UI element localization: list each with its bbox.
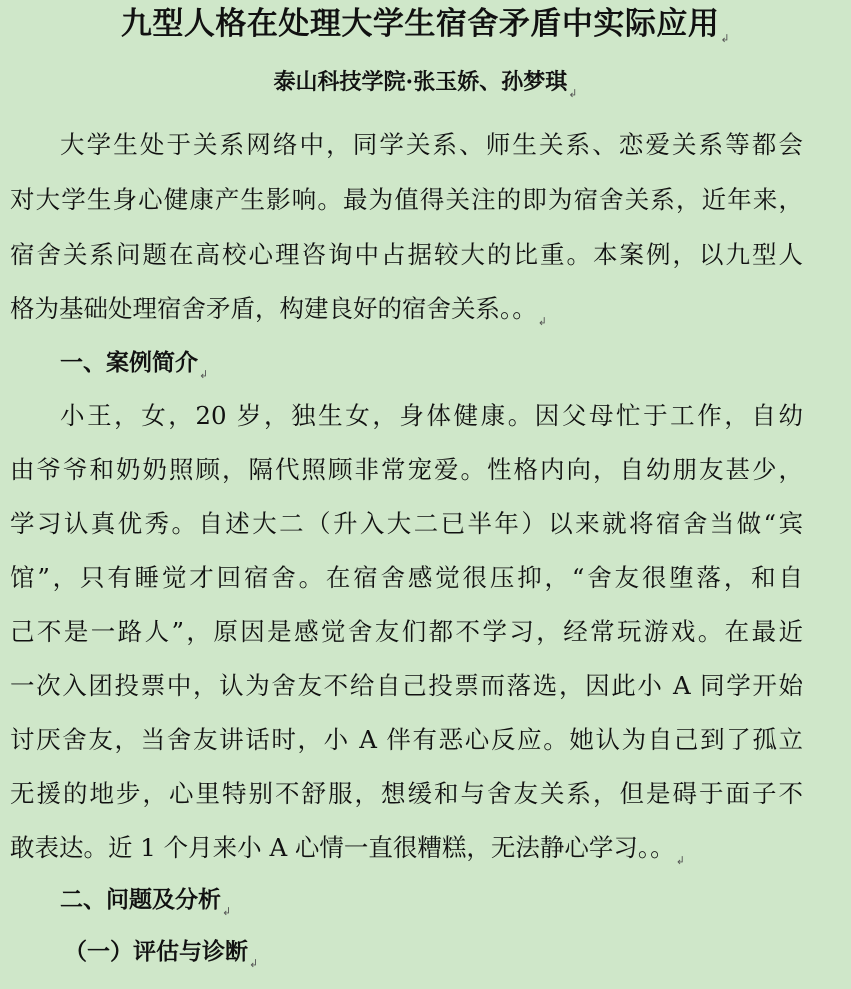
case-line-1: 小王，女，20 岁，独生女，身体健康。因父母忙于工作，自幼 [60,401,803,430]
paragraph-mark-icon: ↲ [222,905,232,918]
section-heading-problem-analysis: 二、问题及分析$_↲$ [60,886,232,918]
document-title: 九型人格在处理大学生宿舍矛盾中实际应用$_↲$ [120,6,731,45]
intro-line-4: 格为基础处理宿舍矛盾，构建良好的宿舍关系。。$_↲$ [10,294,547,328]
intro-line-2: 对大学生身心健康产生影响。最为值得关注的即为宿舍关系，近年来， [10,185,803,214]
case-line-9: 敢表达。近 1 个月来小 A 心情一直很糟糕，无法静心学习。。$_↲$ [10,833,685,867]
case-line-3: 学习认真优秀。自述大二（升入大二已半年）以来就将宿舍当做“宾 [10,509,803,538]
intro-line-1: 大学生处于关系网络中，同学关系、师生关系、恋爱关系等都会 [60,130,803,159]
case-line-2: 由爷爷和奶奶照顾，隔代照顾非常宠爱。性格内向，自幼朋友甚少， [10,455,803,484]
case-line-8: 无援的地步，心里特别不舒服，想缓和与舍友关系，但是碍于面子不 [10,779,803,808]
paragraph-mark-icon: ↲ [720,32,731,45]
section-heading-case-intro: 一、案例简介$_↲$ [60,349,209,381]
case-line-5: 己不是一路人”，原因是感觉舍友们都不学习，经常玩游戏。在最近 [10,617,803,646]
intro-line-3: 宿舍关系问题在高校心理咨询中占据较大的比重。本案例，以九型人 [10,240,803,269]
document-author: 泰山科技学院·张玉娇、孙梦琪$_↲$ [273,69,578,100]
paragraph-mark-icon: ↲ [249,957,259,970]
paragraph-mark-icon: ↲ [675,854,685,867]
case-line-4: 馆”，只有睡觉才回宿舍。在宿舍感觉很压抑，“舍友很堕落，和自 [10,563,803,592]
case-line-7: 讨厌舍友，当舍友讲话时，小 A 伴有恶心反应。她认为自己到了孤立 [10,725,803,754]
paragraph-mark-icon: ↲ [568,87,578,100]
paragraph-mark-icon: ↲ [199,368,209,381]
case-line-6: 一次入团投票中，认为舍友不给自己投票而落选，因此小 A 同学开始 [10,671,803,700]
subsection-heading-assessment: （一）评估与诊断$_↲$ [64,938,259,970]
paragraph-mark-icon: ↲ [537,315,547,328]
